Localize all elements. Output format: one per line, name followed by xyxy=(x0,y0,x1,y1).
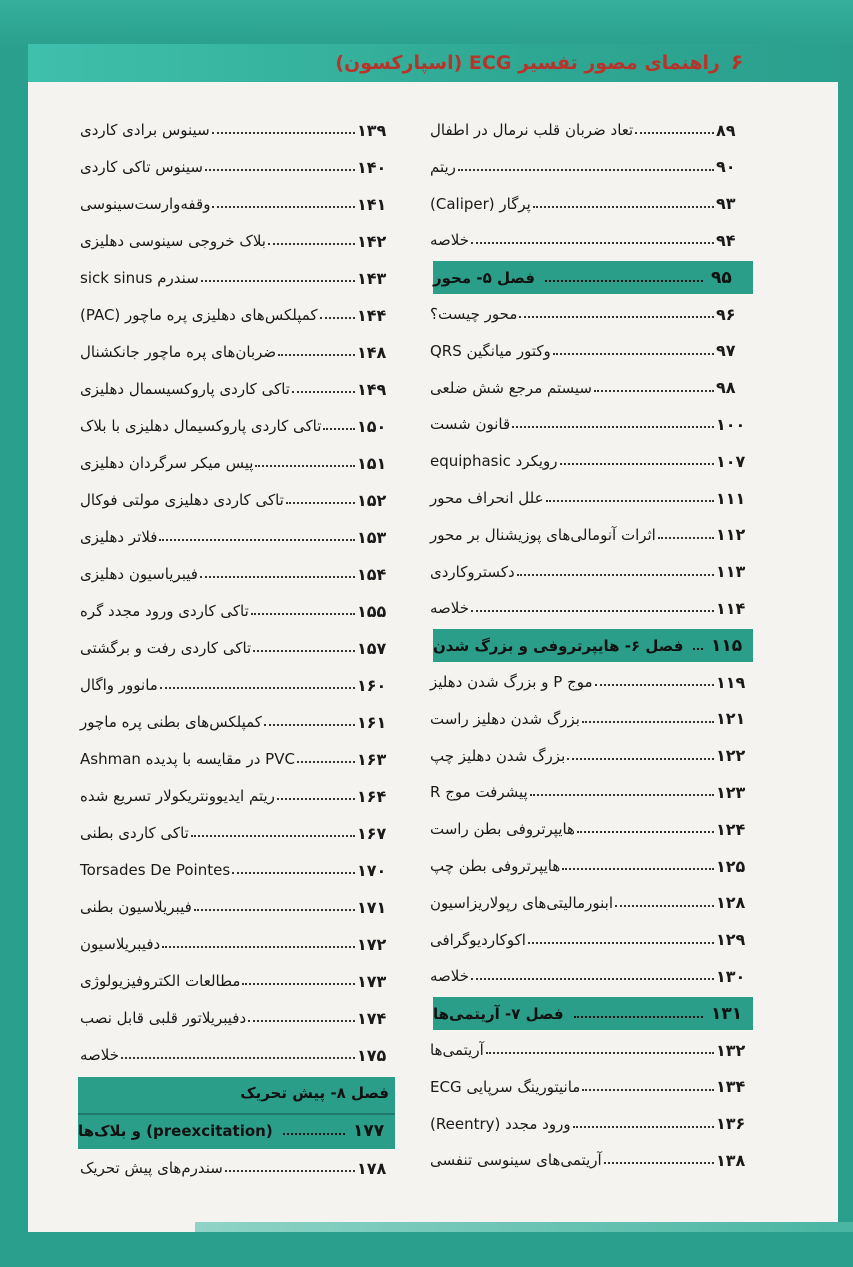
toc-entry-label: وکتور میانگین QRS xyxy=(430,341,551,360)
leader-dots xyxy=(533,206,714,208)
toc-entry[interactable] xyxy=(428,555,754,589)
chapter-title: فصل ۷- آریتمی‌ها xyxy=(433,1004,564,1023)
toc-entry[interactable] xyxy=(428,297,754,331)
toc-entry-page: ۱۱۲ xyxy=(716,525,746,545)
toc-entry[interactable] xyxy=(78,187,395,221)
toc-entry-page: ۹۷ xyxy=(716,341,736,361)
toc-entry-label: محور چیست؟ xyxy=(430,305,518,323)
toc-entry[interactable] xyxy=(78,853,395,887)
toc-entry-page: ۱۶۳ xyxy=(357,749,387,769)
chapter-8-page: ۱۷۷ xyxy=(353,1121,385,1141)
toc-entry-label: وقفه‌وارست‌سینوسی xyxy=(80,195,211,213)
leader-dots xyxy=(693,648,703,650)
toc-entry[interactable] xyxy=(78,742,395,776)
leader-dots xyxy=(635,132,714,134)
toc-entry[interactable] xyxy=(78,446,395,480)
toc-entry-label: سندرم sick sinus xyxy=(80,269,199,287)
toc-entry[interactable] xyxy=(428,591,754,625)
toc-entry-label: ضربان‌های پره ماچور جانکشنال xyxy=(80,343,277,361)
toc-entry-label: علل انحراف محور xyxy=(430,489,544,507)
toc-entry-page: ۱۳۰ xyxy=(716,966,746,986)
leader-dots xyxy=(519,316,714,318)
leader-dots xyxy=(194,909,355,911)
toc-entry-page: ۱۴۰ xyxy=(357,157,387,177)
leader-dots xyxy=(255,465,355,467)
leader-dots xyxy=(191,835,355,837)
toc-entry-label: خلاصه xyxy=(430,231,470,250)
toc-entry-page: ۱۶۷ xyxy=(357,823,387,843)
leader-dots xyxy=(471,242,714,244)
toc-entry-page: ۹۴ xyxy=(716,230,736,250)
toc-entry-page: ۱۷۱ xyxy=(357,897,387,917)
leader-dots xyxy=(212,206,355,208)
toc-entry-label: دفیبریلاسیون xyxy=(80,935,161,953)
toc-entry-page: ۱۵۳ xyxy=(357,527,387,547)
toc-entry-label: سینوس برادی کاردی xyxy=(80,121,210,139)
toc-entry[interactable] xyxy=(428,518,754,552)
toc-entry[interactable] xyxy=(428,481,754,515)
toc-entry[interactable] xyxy=(78,483,395,517)
leader-dots xyxy=(286,502,355,504)
toc-entry-page: ۱۴۲ xyxy=(357,231,387,251)
toc-entry-label: دفیبریلاتور قلبی قابل نصب xyxy=(80,1009,247,1027)
leader-dots xyxy=(458,169,714,171)
toc-entry-page: ۱۳۶ xyxy=(716,1114,746,1134)
toc-entry-label: تاکی کاردی رفت و برگشتی xyxy=(80,639,252,657)
toc-entry-label: رویکرد equiphasic xyxy=(430,452,558,471)
toc-entry-label: دکستروکاردی xyxy=(430,562,515,581)
toc-entry-label: تاکی کاردی بطنی xyxy=(80,824,189,842)
toc-entry-label: فلاتر دهلیزی xyxy=(80,528,158,546)
leader-dots xyxy=(517,574,714,576)
toc-entry[interactable] xyxy=(78,150,395,184)
toc-entry-page: ۱۱۹ xyxy=(716,672,746,692)
toc-entry[interactable] xyxy=(78,927,395,961)
toc-entry-label: کمپلکس‌های بطنی پره ماچور xyxy=(80,713,262,731)
toc-entry-label: آریتمی‌های سینوسی تنفسی xyxy=(430,1151,602,1170)
toc-entry-label: بزرگ شدن دهلیز راست xyxy=(430,709,580,728)
toc-entry[interactable] xyxy=(78,224,395,258)
leader-dots xyxy=(594,390,714,392)
toc-entry-label: سیستم مرجع شش ضلعی xyxy=(430,378,592,397)
toc-entry-page: ۱۴۹ xyxy=(357,379,387,399)
toc-entry-page: ۱۴۳ xyxy=(357,268,387,288)
toc-entry-page: ۱۷۳ xyxy=(357,971,387,991)
toc-entry-label: قانون شست xyxy=(430,415,511,434)
chapter-8-row xyxy=(78,1115,395,1147)
toc-entry[interactable] xyxy=(78,298,395,332)
toc-entry[interactable] xyxy=(78,890,395,924)
toc-entry[interactable] xyxy=(428,371,754,405)
toc-entry-page: ۱۷۸ xyxy=(357,1158,387,1178)
toc-entry-page: ۱۴۱ xyxy=(357,194,387,214)
toc-entry-label: تاکی کاردی پاروکسیمال دهلیزی با بلاک xyxy=(80,417,322,435)
toc-entry-label: تعاد ضربان قلب نرمال در اطفال xyxy=(430,121,634,139)
toc-entry-page: ۱۲۸ xyxy=(716,893,746,913)
chapter-title: فصل ۵- محور xyxy=(433,268,535,287)
leader-dots xyxy=(512,426,714,428)
toc-entry[interactable] xyxy=(78,705,395,739)
chapter-heading[interactable] xyxy=(433,261,753,294)
toc-entry-page: ۸۹ xyxy=(716,120,736,140)
toc-entry-label: ریتم ایدیوونتریکولار تسریع شده xyxy=(80,787,275,805)
leader-dots xyxy=(121,1057,355,1059)
leader-dots xyxy=(251,613,355,615)
chapter-title: فصل ۶- هایپرتروفی و بزرگ شدن xyxy=(433,636,684,655)
toc-entry[interactable] xyxy=(428,444,754,478)
toc-entry[interactable] xyxy=(78,816,395,850)
bottom-border xyxy=(0,1232,853,1267)
toc-entry-page: ۱۷۲ xyxy=(357,934,387,954)
leader-dots xyxy=(573,1126,714,1128)
running-header-title: راهنمای مصور تفسیر ECG (اسپارکسون) xyxy=(335,52,720,74)
toc-entry-page: ۱۱۳ xyxy=(716,562,746,582)
toc-entry-page: ۱۶۱ xyxy=(357,712,387,732)
leader-dots xyxy=(471,610,714,612)
leader-dots xyxy=(232,872,355,874)
bottom-decoration xyxy=(195,1222,853,1232)
toc-entry-page: ۱۲۳ xyxy=(716,782,746,802)
toc-entry-page: ۱۶۴ xyxy=(357,786,387,806)
toc-entry-label: بزرگ شدن دهلیز چپ xyxy=(430,746,566,765)
toc-entry-label: مانیتورینگ سرپایی ECG xyxy=(430,1077,581,1096)
toc-entry-page: ۹۶ xyxy=(716,304,736,324)
toc-entry-page: ۱۳۲ xyxy=(716,1040,746,1060)
toc-entry-page: ۱۲۴ xyxy=(716,819,746,839)
leader-dots xyxy=(160,687,355,689)
toc-entry[interactable] xyxy=(428,150,754,184)
leader-dots xyxy=(253,650,355,652)
toc-entry-page: ۱۷۵ xyxy=(357,1045,387,1065)
toc-entry-label: اکوکاردیوگرافی xyxy=(430,930,526,949)
leader-dots xyxy=(530,794,714,796)
toc-entry-label: بلاک خروجی سینوسی دهلیزی xyxy=(80,232,266,250)
chapter-8-title: فصل ۸- پیش تحریک xyxy=(240,1084,389,1102)
leader-dots xyxy=(225,1170,355,1172)
toc-entry-label: فیبریاسیون دهلیزی xyxy=(80,565,198,583)
toc-entry-label: کمپلکس‌های دهلیزی پره ماچور (PAC) xyxy=(80,306,318,324)
toc-entry[interactable] xyxy=(78,594,395,628)
leader-dots xyxy=(292,391,355,393)
toc-entry-label: مانوور واگال xyxy=(80,676,158,694)
leader-dots xyxy=(560,463,714,465)
chapter-page: ۱۳۱ xyxy=(711,1003,743,1024)
toc-entry[interactable] xyxy=(428,702,754,736)
top-border xyxy=(0,0,853,48)
toc-entry[interactable] xyxy=(78,779,395,813)
toc-entry-page: ۱۰۰ xyxy=(716,414,746,434)
toc-entry-label: اثرات آنومالی‌های پوزیشنال بر محور xyxy=(430,525,656,544)
leader-dots xyxy=(320,317,355,319)
toc-entry-label: PVC در مقایسه با پدیده Ashman xyxy=(80,750,295,768)
leader-dots xyxy=(278,354,355,356)
chapter-page: ۹۵ xyxy=(711,267,732,288)
chapter-heading[interactable] xyxy=(433,997,753,1030)
toc-entry-label: ابنورمالیتی‌های رپولاریزاسیون xyxy=(430,893,614,912)
leader-dots xyxy=(242,983,355,985)
toc-entry[interactable] xyxy=(428,1033,754,1067)
toc-entry[interactable] xyxy=(78,964,395,998)
toc-entry-label: پرگار (Caliper) xyxy=(430,194,531,213)
toc-entry[interactable] xyxy=(428,812,754,846)
toc-entry-label: موج P و بزرگ شدن دهلیز xyxy=(430,673,593,691)
toc-entry-page: ۱۵۴ xyxy=(357,564,387,584)
leader-dots xyxy=(562,868,714,870)
toc-entry[interactable] xyxy=(78,409,395,443)
toc-entry-label: پیس میکر سرگردان دهلیزی xyxy=(80,454,254,472)
toc-entry-page: ۹۳ xyxy=(716,194,736,214)
toc-entry-page: ۹۰ xyxy=(716,157,736,177)
leader-dots xyxy=(201,280,355,282)
toc-entry[interactable] xyxy=(78,1151,395,1185)
toc-entry-label: پیشرفت موج R xyxy=(430,783,528,802)
toc-entry-page: ۱۲۲ xyxy=(716,746,746,766)
leader-dots xyxy=(159,539,355,541)
toc-entry-page: ۱۵۷ xyxy=(357,638,387,658)
toc-entry-page: ۱۵۵ xyxy=(357,601,387,621)
leader-dots xyxy=(471,978,714,980)
leader-dots xyxy=(545,280,703,282)
toc-entry[interactable] xyxy=(78,1038,395,1072)
leader-dots xyxy=(615,905,714,907)
toc-entry[interactable] xyxy=(428,223,754,257)
chapter-8-heading[interactable] xyxy=(78,1077,395,1149)
toc-entry-label: سندرم‌های پیش تحریک xyxy=(80,1159,223,1177)
toc-entry-page: ۱۳۴ xyxy=(716,1077,746,1097)
leader-dots xyxy=(595,684,714,686)
toc-entry-page: ۱۲۵ xyxy=(716,856,746,876)
leader-dots xyxy=(574,1016,703,1018)
leader-dots xyxy=(297,761,355,763)
leader-dots xyxy=(212,132,355,134)
toc-entry-label: ورود مجدد (Reentry) xyxy=(430,1114,571,1133)
toc-entry-page: ۱۱۱ xyxy=(716,488,746,508)
toc-entry[interactable] xyxy=(78,631,395,665)
toc-entry-label: تاکی کاردی ورود مجدد گره xyxy=(80,602,249,620)
toc-entry-label: Torsades De Pointes xyxy=(80,861,231,879)
toc-entry[interactable] xyxy=(428,1107,754,1141)
toc-entry-label: خلاصه xyxy=(80,1046,120,1064)
toc-entry-page: ۱۷۴ xyxy=(357,1008,387,1028)
toc-entry-page: ۱۵۰ xyxy=(357,416,387,436)
leader-dots xyxy=(264,724,355,726)
toc-entry[interactable] xyxy=(428,775,754,809)
leader-dots xyxy=(553,353,714,355)
toc-entry-label: سینوس تاکی کاردی xyxy=(80,158,203,176)
toc-entry-label: هایپرتروفی بطن راست xyxy=(430,820,575,839)
toc-entry-label: فیبریلاسیون بطنی xyxy=(80,898,192,916)
leader-dots xyxy=(162,946,355,948)
toc-entry-page: ۱۳۹ xyxy=(357,120,387,140)
toc-entry-label: خلاصه xyxy=(430,967,470,986)
toc-entry-label: مطالعات الکتروفیزیولوژی xyxy=(80,972,241,990)
leader-dots xyxy=(323,428,355,430)
leader-dots xyxy=(205,169,355,171)
toc-entry-page: ۱۲۱ xyxy=(716,709,746,729)
toc-entry[interactable] xyxy=(428,849,754,883)
toc-entry-page: ۱۷۰ xyxy=(357,860,387,880)
toc-entry[interactable] xyxy=(428,739,754,773)
toc-entry[interactable] xyxy=(428,959,754,993)
toc-entry[interactable] xyxy=(78,557,395,591)
page-number: ۶ xyxy=(730,50,744,74)
toc-entry-label: آریتمی‌ها xyxy=(430,1041,484,1059)
toc-entry[interactable] xyxy=(78,261,395,295)
leader-dots xyxy=(546,500,714,502)
toc-entry-page: ۱۱۴ xyxy=(716,598,746,618)
toc-entry[interactable] xyxy=(78,372,395,406)
toc-entry[interactable] xyxy=(78,113,395,147)
leader-dots xyxy=(577,831,714,833)
toc-entry[interactable] xyxy=(428,407,754,441)
chapter-page: ۱۱۵ xyxy=(711,635,743,656)
toc-entry-page: ۱۴۴ xyxy=(357,305,387,325)
leader-dots xyxy=(283,1133,345,1135)
leader-dots xyxy=(604,1162,714,1164)
toc-entry[interactable] xyxy=(78,1001,395,1035)
toc-entry[interactable] xyxy=(428,886,754,920)
toc-entry[interactable] xyxy=(428,665,754,699)
toc-entry-label: تاکی کاردی پاروکسیسمال دهلیزی xyxy=(80,380,290,398)
toc-entry[interactable] xyxy=(78,668,395,702)
toc-entry-page: ۱۶۰ xyxy=(357,675,387,695)
toc-entry[interactable] xyxy=(428,187,754,221)
toc-entry[interactable] xyxy=(78,335,395,369)
toc-entry-page: ۱۳۸ xyxy=(716,1150,746,1170)
toc-entry-page: ۹۸ xyxy=(716,378,736,398)
leader-dots xyxy=(582,1089,714,1091)
toc-entry-label: خلاصه xyxy=(430,599,470,618)
chapter-heading[interactable] xyxy=(433,629,753,662)
leader-dots xyxy=(200,576,355,578)
toc-entry-page: ۱۵۲ xyxy=(357,490,387,510)
chapter-8-subtitle: (preexcitation) و بلاک‌ها xyxy=(78,1122,273,1140)
leader-dots xyxy=(486,1052,714,1054)
toc-entry-label: تاکی کاردی دهلیزی مولتی فوکال xyxy=(80,491,284,509)
toc-entry[interactable] xyxy=(428,1070,754,1104)
leader-dots xyxy=(567,758,714,760)
toc-entry[interactable] xyxy=(428,923,754,957)
leader-dots xyxy=(268,243,355,245)
toc-entry-page: ۱۴۸ xyxy=(357,342,387,362)
leader-dots xyxy=(248,1020,355,1022)
toc-entry[interactable] xyxy=(428,1143,754,1177)
leader-dots xyxy=(277,798,355,800)
toc-entry[interactable] xyxy=(78,520,395,554)
toc-entry-page: ۱۵۱ xyxy=(357,453,387,473)
toc-entry-label: ریتم xyxy=(430,157,456,176)
toc-entry-page: ۱۰۷ xyxy=(716,451,746,471)
leader-dots xyxy=(582,721,714,723)
toc-entry-label: هایپرتروفی بطن چپ xyxy=(430,857,561,875)
leader-dots xyxy=(528,942,714,944)
toc-entry[interactable] xyxy=(428,334,754,368)
toc-entry[interactable] xyxy=(428,113,754,147)
leader-dots xyxy=(658,537,714,539)
toc-entry-page: ۱۲۹ xyxy=(716,930,746,950)
